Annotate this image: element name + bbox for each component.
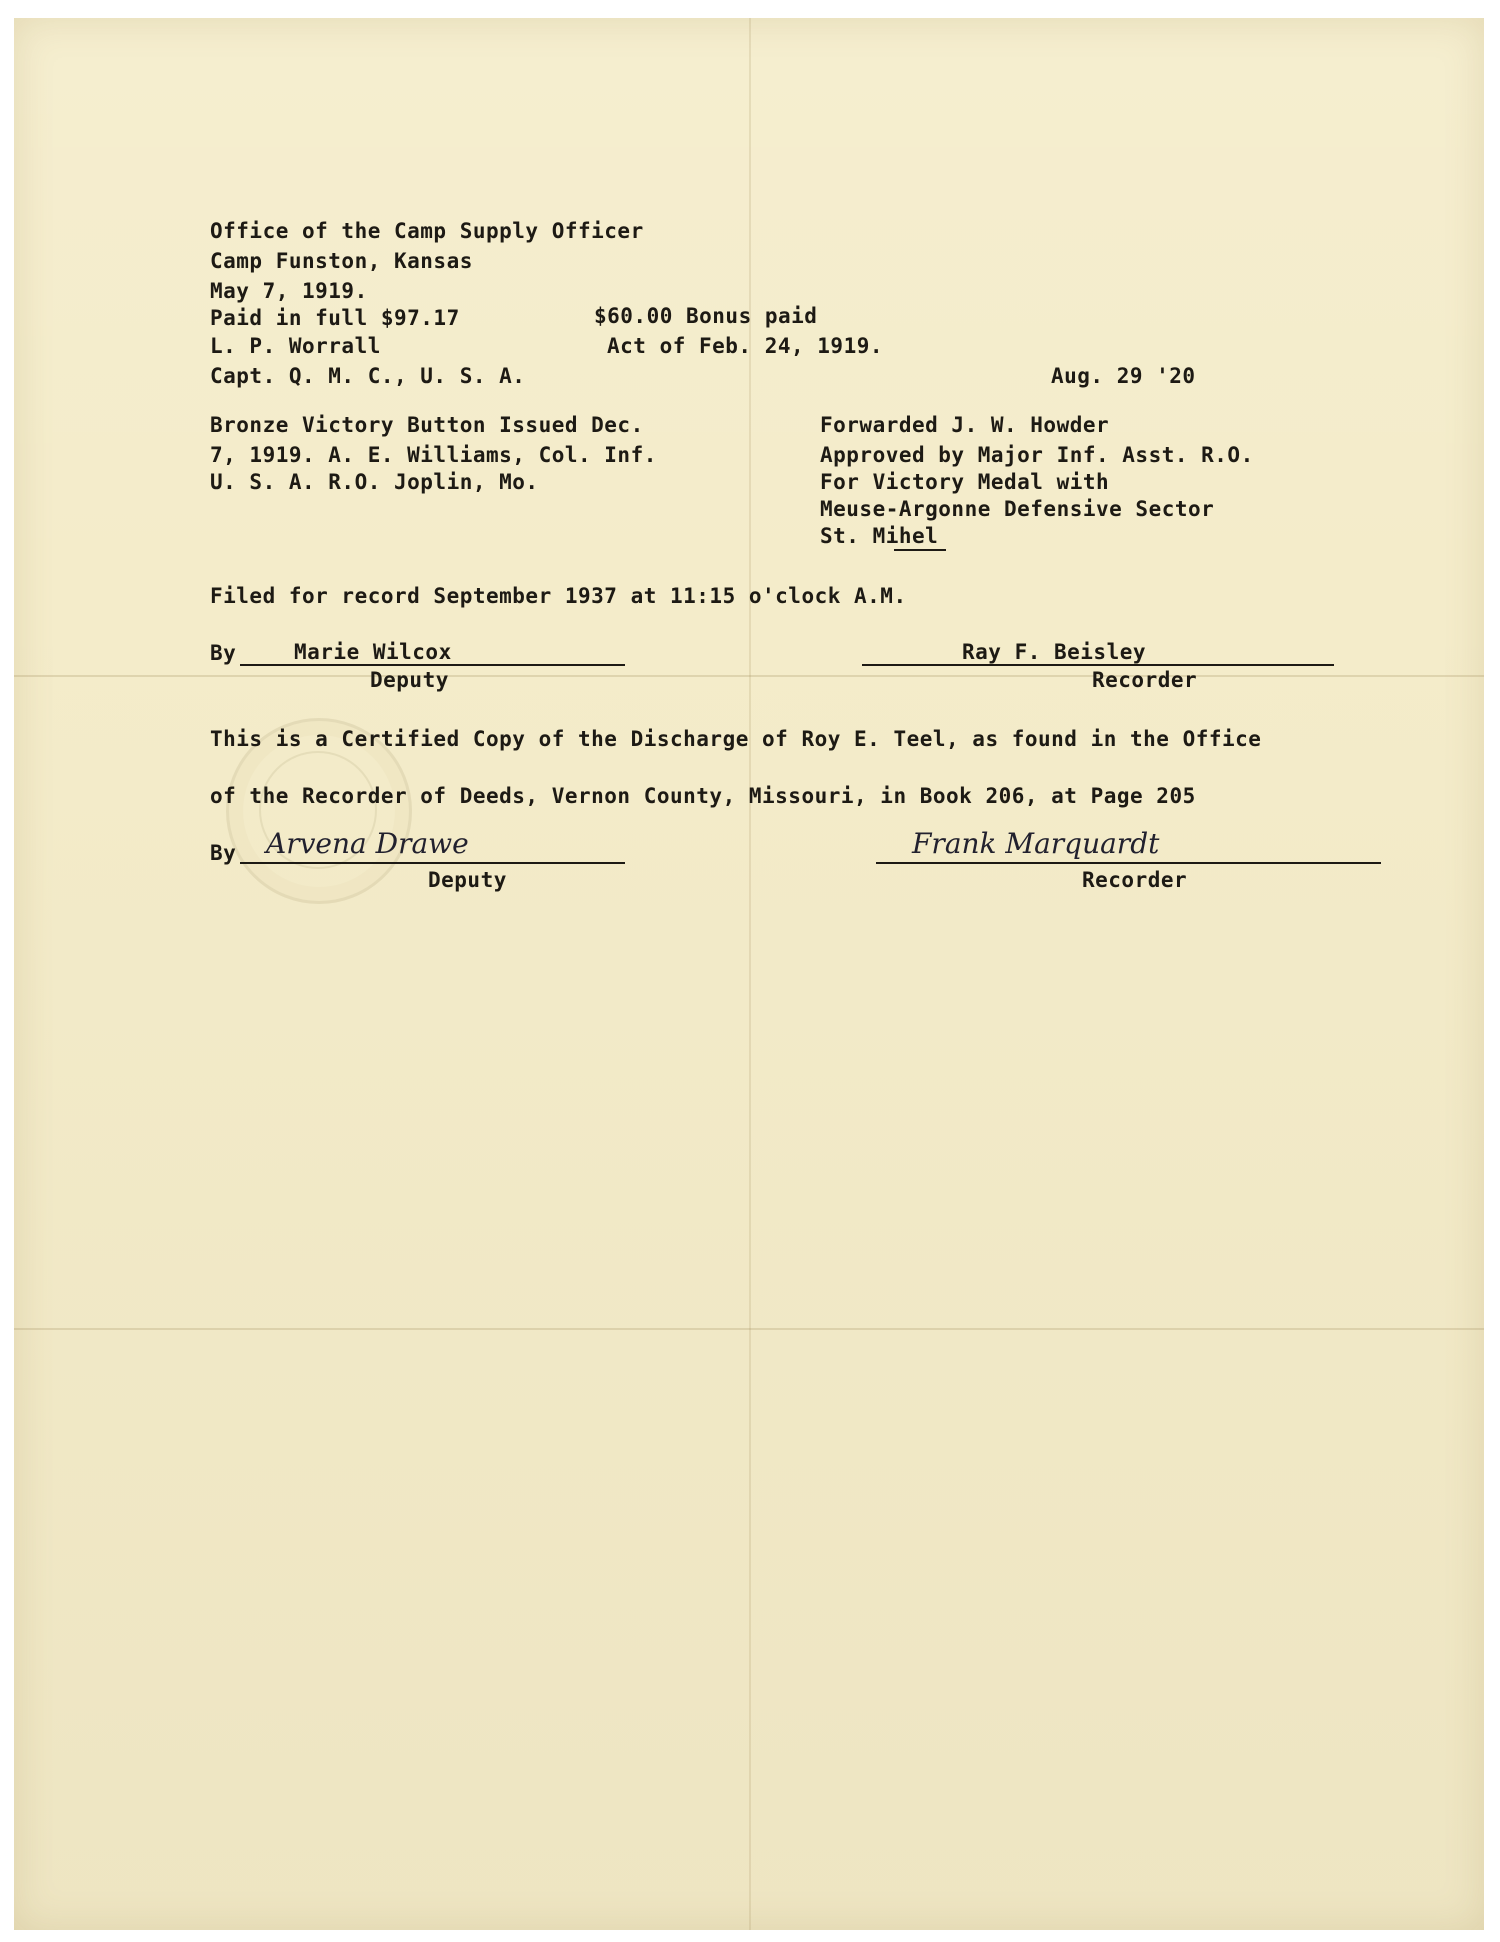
document-page [14,18,1484,1930]
deputy-signature: Arvena Drawe [266,827,469,860]
second-deputy-line [240,862,625,864]
second-by-label: By [210,841,237,865]
second-recorder-title: Recorder [1082,868,1188,892]
button-note-line-3: U. S. A. R.O. Joplin, Mo. [210,470,539,494]
date-stamp: Aug. 29 '20 [1051,364,1196,388]
mihel-underline [894,549,946,551]
header-line-4: Paid in full $97.17 [210,306,460,330]
first-deputy-line [240,664,625,666]
certification-line-2: of the Recorder of Deeds, Vernon County, Missouri, in Book 206, at Page 205 [210,784,1196,808]
first-recorder-line [862,664,1334,666]
header-line-1: Office of the Camp Supply Officer [210,219,644,243]
forwarded-line-4: Meuse-Argonne Defensive Sector [820,497,1215,521]
certification-line-1: This is a Certified Copy of the Discharge of Roy E. Teel, as found in the Office [210,727,1262,751]
header-line-3: May 7, 1919. [210,279,368,303]
filed-record: Filed for record September 1937 at 11:15 o'clock A.M. [210,584,907,608]
header-line-2: Camp Funston, Kansas [210,249,473,273]
first-deputy-name: Marie Wilcox [294,640,452,664]
header-line-6: Capt. Q. M. C., U. S. A. [210,364,526,388]
recorder-signature: Frank Marquardt [912,827,1160,860]
header-line-5: L. P. Worrall [210,334,381,358]
first-by-label: By [210,641,237,665]
first-recorder-title: Recorder [1092,668,1198,692]
button-note-line-1: Bronze Victory Button Issued Dec. [210,413,644,437]
first-recorder-name: Ray F. Beisley [962,640,1147,664]
bonus-line-2: Act of Feb. 24, 1919. [607,334,884,358]
forwarded-line-3: For Victory Medal with [820,470,1110,494]
second-recorder-line [876,862,1381,864]
forwarded-line-2: Approved by Major Inf. Asst. R.O. [820,443,1254,467]
forwarded-line-1: Forwarded J. W. Howder [820,413,1110,437]
first-deputy-title: Deputy [370,668,449,692]
second-deputy-title: Deputy [428,868,507,892]
bonus-line-1: $60.00 Bonus paid [594,304,818,328]
button-note-line-2: 7, 1919. A. E. Williams, Col. Inf. [210,443,657,467]
forwarded-line-5: St. Mihel [820,524,939,548]
